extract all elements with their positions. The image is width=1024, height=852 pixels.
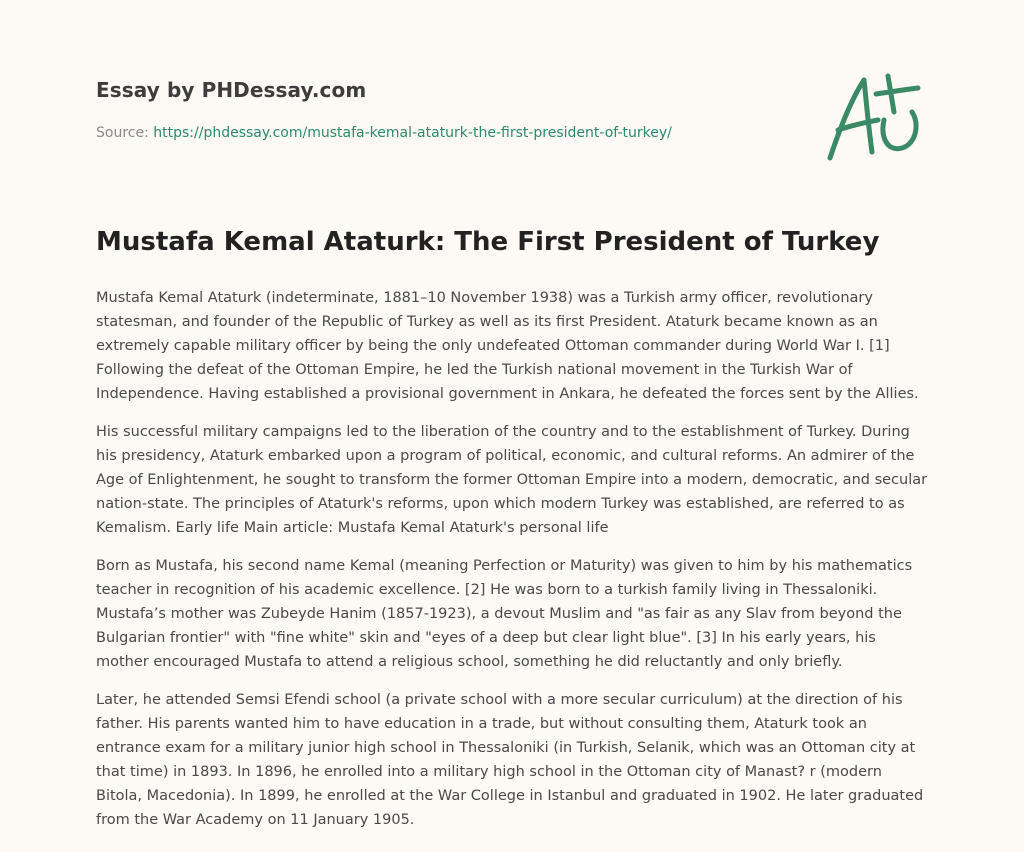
paragraph-3: Born as Mustafa, his second name Kemal (meaning Perfection or Maturity) was given to him by his mathematics teacher in recognition of his academic excellence. [2] He was born to a turkish family living in Thessaloniki. Mustafa’s mother was Zubeyde Hanim (1857-1923), a devout Muslim and "as fair as any Slav from beyond the Bulgarian frontier" with "fine white" skin and "eyes of a deep but clear light blue". [3] In his early years, his mother encouraged Mustafa to attend a religious school, something he did reluctantly and only briefly. xyxy=(96,558,913,670)
paragraph-2: His successful military campaigns led to the liberation of the country and to the establishment of Turkey. During his presidency, Ataturk embarked upon a program of political, economic, and cultural reforms. An admirer of the Age of Enlightenment, he sought to transform the former Ottoman Empire into a modern, democratic, and secular nation-state. The principles of Ataturk's reforms, upon which modern Turkey was established, are referred to as Kemalism. Early life Main article: Mustafa Kemal Ataturk's personal life xyxy=(96,424,928,536)
source-link[interactable]: https://phdessay.com/mustafa-kemal-ataturk-the-first-president-of-turkey/ xyxy=(153,125,672,141)
site-brand: Essay by PHDessay.com xyxy=(96,78,367,102)
paragraph-4: Later, he attended Semsi Efendi school (a private school with a more secular curriculum) at the direction of his father. His parents wanted him to have education in a trade, but without consulting them, Ataturk took an entrance exam for a military junior high school in Thessaloniki (in Turkish, Selanik, which was an Ottoman city at that time) in 1893. In 1896, he enrolled into a military high school in the Ottoman city of Manast? r (modern Bitola, Macedonia). In 1899, he enrolled at the War College in Istanbul and graduated in 1902. He later graduated from the War Academy on 11 January 1905. xyxy=(96,692,924,828)
source-line xyxy=(96,125,672,141)
a-plus-logo-icon xyxy=(822,68,932,168)
essay-body xyxy=(96,286,928,846)
source-label: Source: xyxy=(96,125,154,141)
essay-title: Mustafa Kemal Ataturk: The First President of Turkey xyxy=(96,227,880,257)
paragraph-1: Mustafa Kemal Ataturk (indeterminate, 1881–10 November 1938) was a Turkish army officer, revolutionary statesman, and founder of the Republic of Turkey as well as its first President. Ataturk became known as an extremely capable military officer by being the only undefeated Ottoman commander during World War I. [1] Following the defeat of the Ottoman Empire, he led the Turkish national movement in the Turkish War of Independence. Having established a provisional government in Ankara, he defeated the forces sent by the Allies. xyxy=(96,290,919,402)
